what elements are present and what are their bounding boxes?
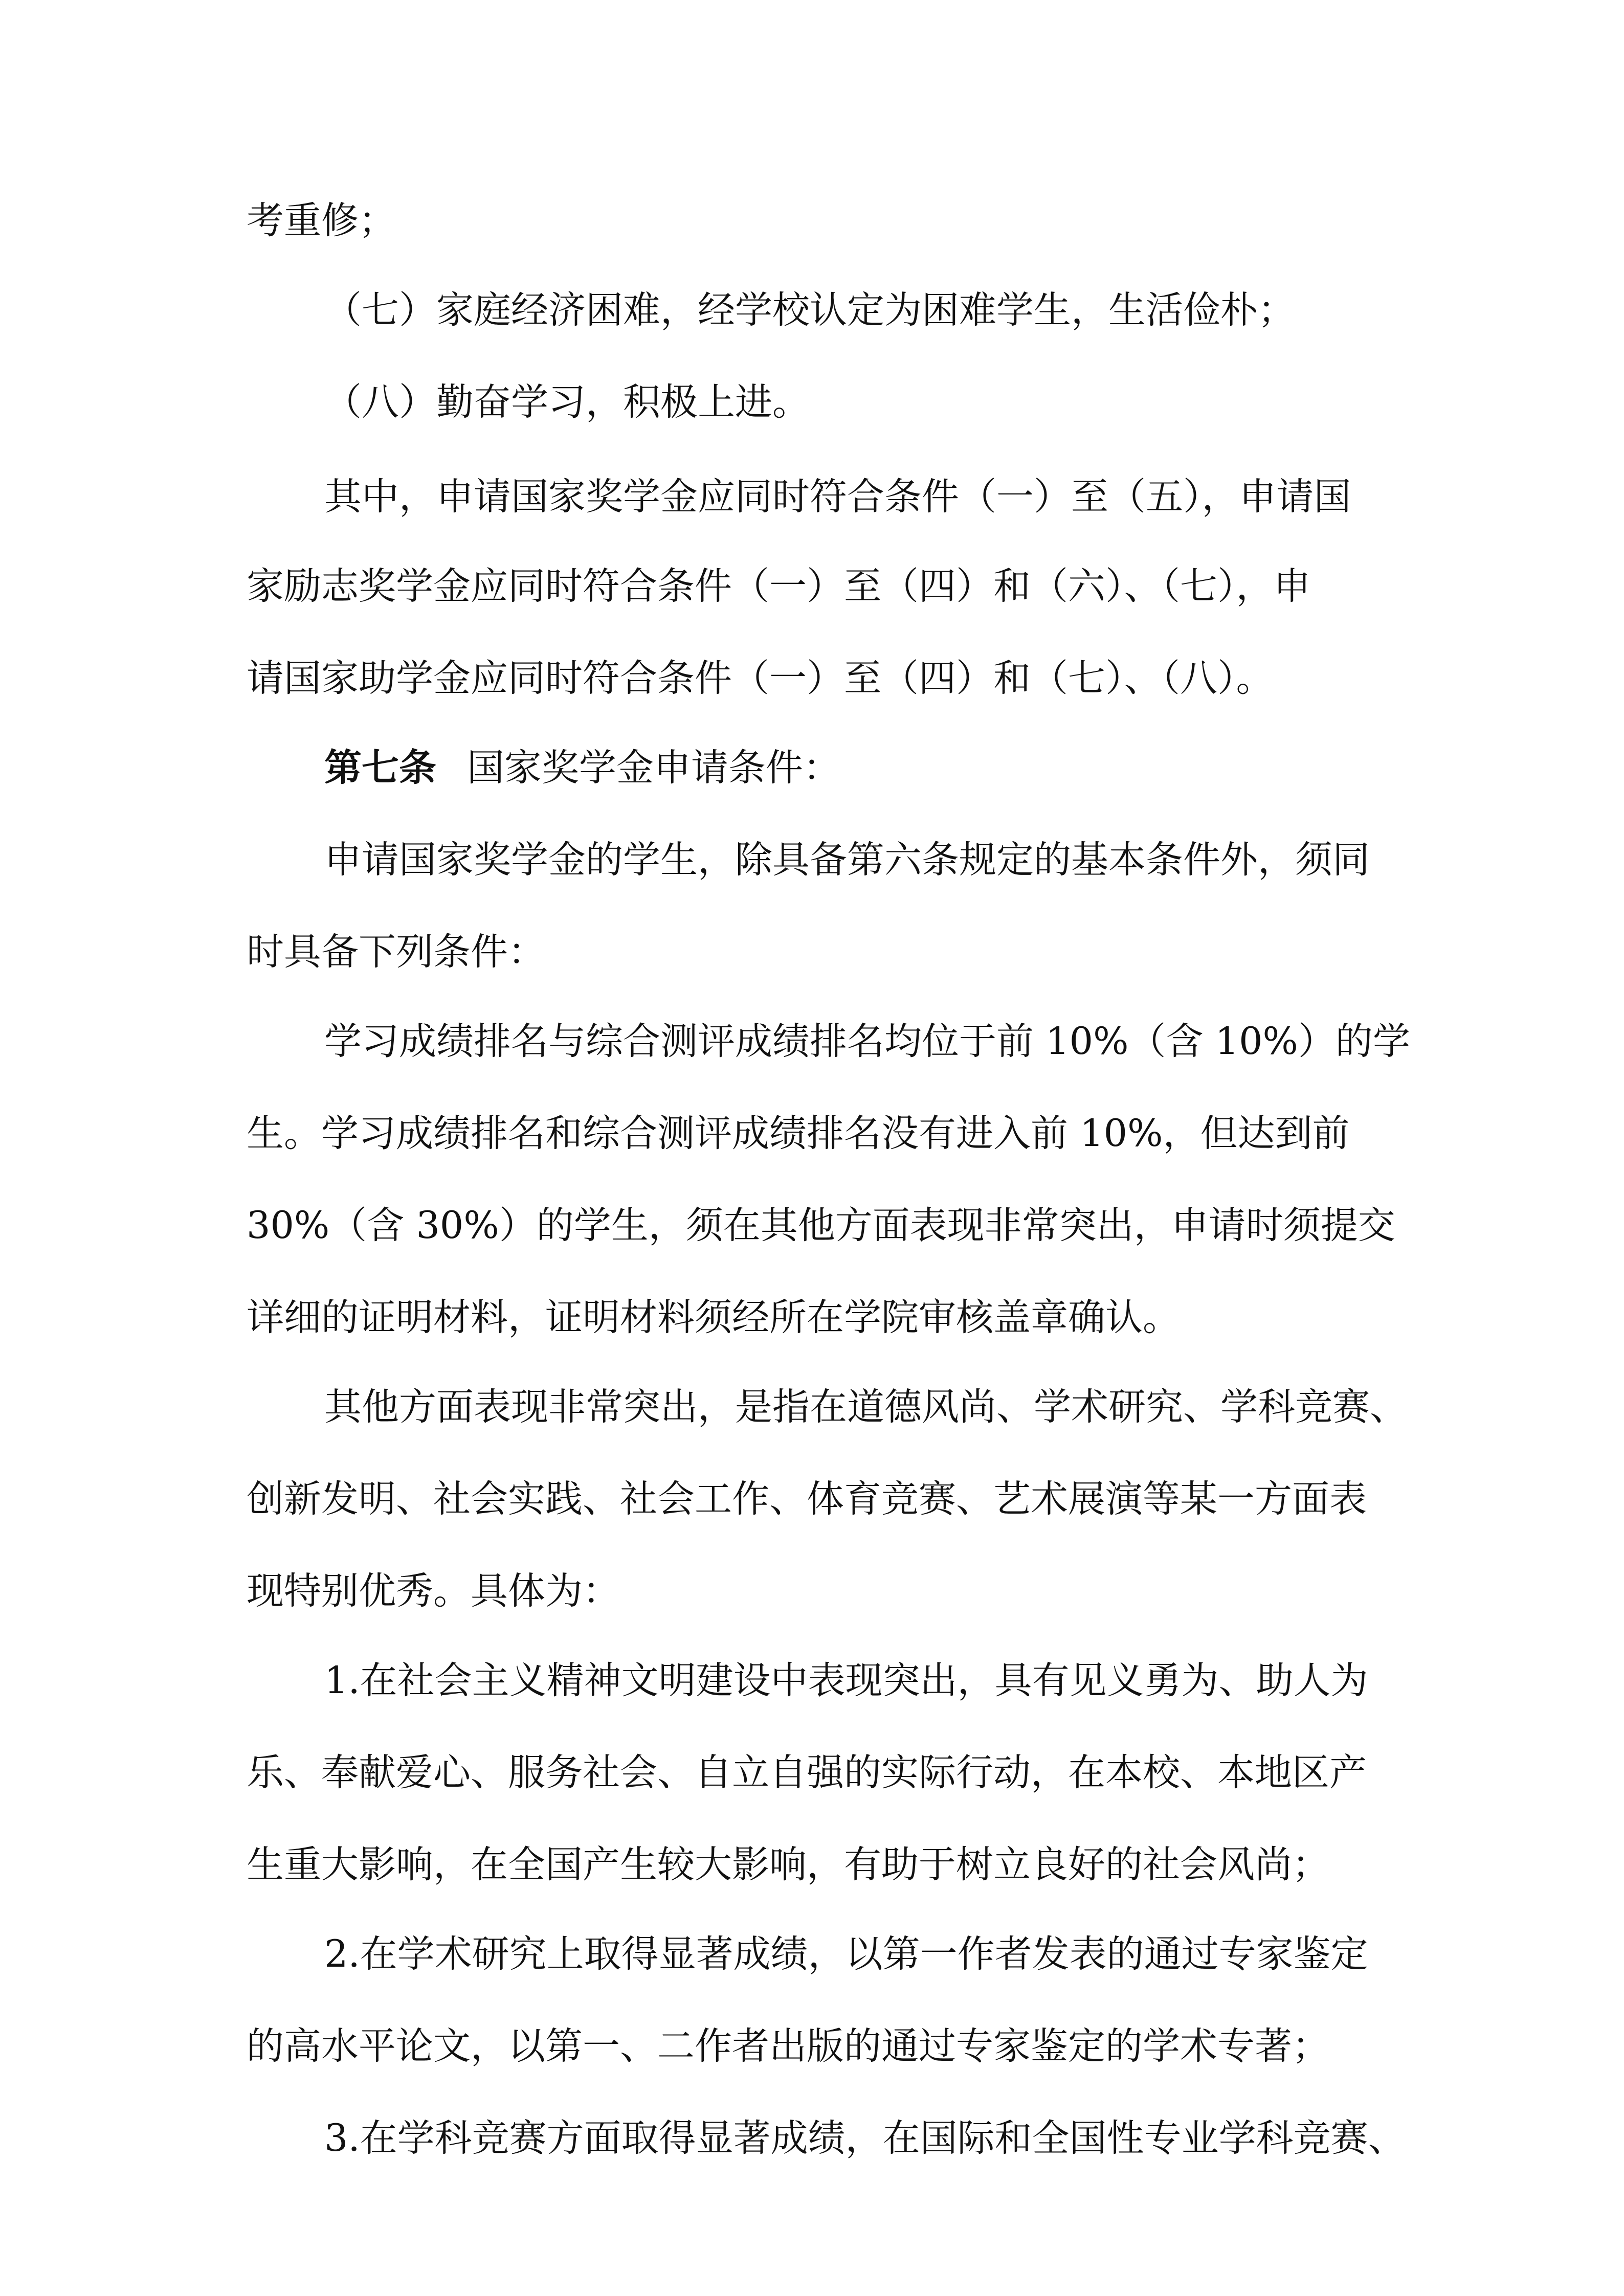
article-heading: [324, 746, 840, 790]
text-line: 2.在学术研究上取得显著成绩，以第一作者发表的通过专家鉴定: [324, 1932, 1368, 1976]
text-line: 30%（含 30%）的学生，须在其他方面表现非常突出，申请时须提交: [247, 1204, 1395, 1247]
text-line: 考重修；: [247, 199, 396, 242]
text-line: 的高水平论文，以第一、二作者出版的通过专家鉴定的学术专著；: [247, 2024, 1329, 2068]
text-line: 现特别优秀。具体为：: [247, 1569, 620, 1613]
text-line: 3.在学科竞赛方面取得显著成绩，在国际和全国性专业学科竞赛、: [324, 2117, 1406, 2160]
text-line: 其他方面表现非常突出，是指在道德风尚、学术研究、学科竞赛、: [324, 1385, 1407, 1429]
article-title: 国家奖学金申请条件：: [467, 746, 840, 790]
text-line: 其中，申请国家奖学金应同时符合条件（一）至（五），申请国: [324, 475, 1351, 519]
text-line: 生重大影响，在全国产生较大影响，有助于树立良好的社会风尚；: [247, 1843, 1329, 1886]
text-line: 时具备下列条件：: [247, 930, 545, 974]
text-line: 创新发明、社会实践、社会工作、体育竞赛、艺术展演等某一方面表: [247, 1477, 1367, 1521]
text-line: 家励志奖学金应同时符合条件（一）至（四）和（六）、（七），申: [247, 565, 1311, 608]
text-line: 申请国家奖学金的学生，除具备第六条规定的基本条件外，须同: [324, 838, 1370, 882]
text-line: （七）家庭经济困难，经学校认定为困难学生，生活俭朴；: [324, 288, 1295, 332]
text-line: 详细的证明材料，证明材料须经所在学院审核盖章确认。: [247, 1296, 1180, 1339]
text-line: 1.在社会主义精神文明建设中表现突出，具有见义勇为、助人为: [324, 1659, 1368, 1702]
article-label: 第七条: [324, 746, 436, 790]
text-line: 生。学习成绩排名和综合测评成绩排名没有进入前 10%，但达到前: [247, 1112, 1350, 1155]
text-line: 学习成绩排名与综合测评成绩排名均位于前 10%（含 10%）的学: [324, 1020, 1410, 1063]
text-line: 请国家助学金应同时符合条件（一）至（四）和（七）、（八）。: [247, 657, 1274, 700]
text-line: 乐、奉献爱心、服务社会、自立自强的实际行动，在本校、本地区产: [247, 1751, 1367, 1794]
text-line: （八）勤奋学习，积极上进。: [324, 380, 810, 424]
